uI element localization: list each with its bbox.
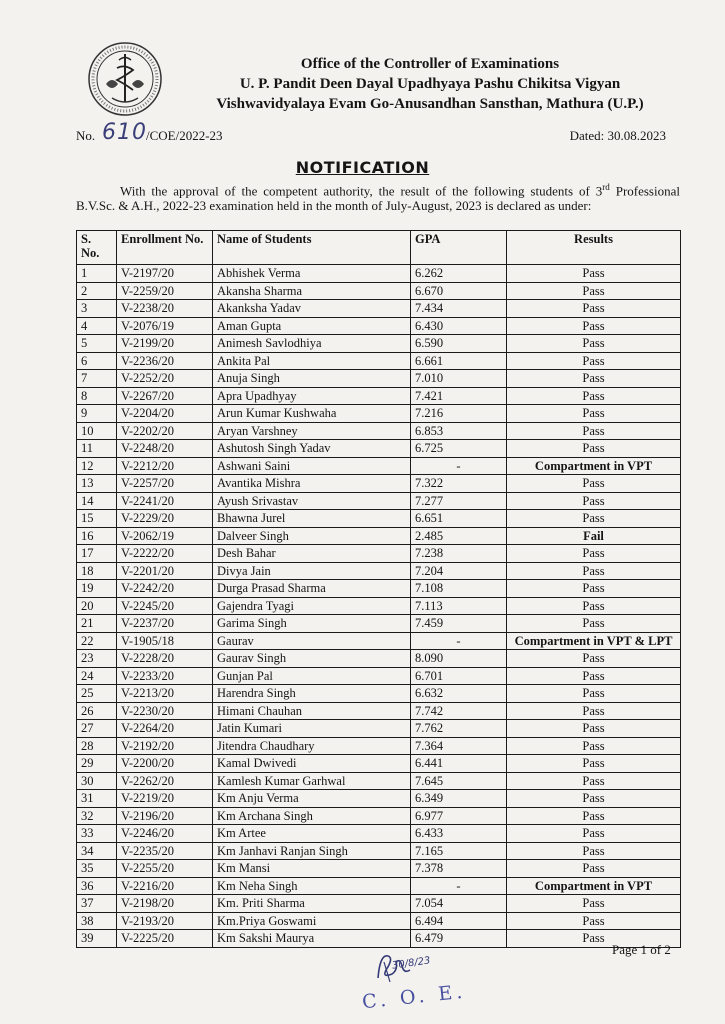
header-gpa: GPA bbox=[411, 231, 507, 265]
cell-gpa: 2.485 bbox=[411, 527, 507, 545]
cell-gpa: 6.494 bbox=[411, 912, 507, 930]
cell-serial-no: 19 bbox=[77, 580, 117, 598]
cell-enrollment-no: V-2202/20 bbox=[117, 422, 213, 440]
cell-student-name: Gaurav Singh bbox=[213, 650, 411, 668]
cell-enrollment-no: V-2248/20 bbox=[117, 440, 213, 458]
cell-result: Pass bbox=[507, 930, 681, 948]
cell-enrollment-no: V-2222/20 bbox=[117, 545, 213, 563]
table-row bbox=[77, 930, 681, 948]
table-row bbox=[77, 422, 681, 440]
table-row bbox=[77, 527, 681, 545]
cell-student-name: Aman Gupta bbox=[213, 317, 411, 335]
coe-stamp: C. O. E. bbox=[361, 980, 468, 1014]
intro-text-part1: With the approval of the competent authority, the result of the following students of 3 bbox=[120, 183, 603, 199]
header-student-name: Name of Students bbox=[213, 231, 411, 265]
cell-serial-no: 13 bbox=[77, 475, 117, 493]
cell-enrollment-no: V-2196/20 bbox=[117, 807, 213, 825]
cell-enrollment-no: V-2199/20 bbox=[117, 335, 213, 353]
cell-student-name: Avantika Mishra bbox=[213, 475, 411, 493]
cell-gpa: 6.701 bbox=[411, 667, 507, 685]
cell-result: Pass bbox=[507, 790, 681, 808]
cell-serial-no: 29 bbox=[77, 755, 117, 773]
cell-student-name: Kamal Dwivedi bbox=[213, 755, 411, 773]
cell-gpa: - bbox=[411, 457, 507, 475]
cell-serial-no: 22 bbox=[77, 632, 117, 650]
table-row bbox=[77, 457, 681, 475]
cell-gpa: - bbox=[411, 632, 507, 650]
cell-result: Pass bbox=[507, 282, 681, 300]
cell-result: Pass bbox=[507, 702, 681, 720]
cell-enrollment-no: V-2076/19 bbox=[117, 317, 213, 335]
cell-result: Pass bbox=[507, 370, 681, 388]
table-body bbox=[77, 265, 681, 948]
table-row bbox=[77, 877, 681, 895]
cell-gpa: 7.165 bbox=[411, 842, 507, 860]
cell-gpa: 7.010 bbox=[411, 370, 507, 388]
cell-result: Compartment in VPT & LPT bbox=[507, 632, 681, 650]
cell-gpa: 6.349 bbox=[411, 790, 507, 808]
cell-enrollment-no: V-2201/20 bbox=[117, 562, 213, 580]
cell-serial-no: 21 bbox=[77, 615, 117, 633]
table-row bbox=[77, 282, 681, 300]
cell-result: Pass bbox=[507, 842, 681, 860]
cell-student-name: Bhawna Jurel bbox=[213, 510, 411, 528]
cell-student-name: Km Artee bbox=[213, 825, 411, 843]
cell-serial-no: 7 bbox=[77, 370, 117, 388]
cell-serial-no: 27 bbox=[77, 720, 117, 738]
cell-student-name: Harendra Singh bbox=[213, 685, 411, 703]
cell-result: Pass bbox=[507, 422, 681, 440]
cell-enrollment-no: V-2246/20 bbox=[117, 825, 213, 843]
cell-serial-no: 8 bbox=[77, 387, 117, 405]
cell-gpa: 6.479 bbox=[411, 930, 507, 948]
cell-gpa: 7.459 bbox=[411, 615, 507, 633]
table-row bbox=[77, 545, 681, 563]
cell-serial-no: 28 bbox=[77, 737, 117, 755]
cell-result: Pass bbox=[507, 300, 681, 318]
cell-student-name: Ankita Pal bbox=[213, 352, 411, 370]
cell-enrollment-no: V-2197/20 bbox=[117, 265, 213, 283]
cell-gpa: 7.113 bbox=[411, 597, 507, 615]
cell-serial-no: 26 bbox=[77, 702, 117, 720]
table-row bbox=[77, 405, 681, 423]
cell-enrollment-no: V-2262/20 bbox=[117, 772, 213, 790]
reference-code: /COE/2022-23 bbox=[146, 128, 223, 143]
cell-serial-no: 16 bbox=[77, 527, 117, 545]
cell-gpa: 7.216 bbox=[411, 405, 507, 423]
cell-student-name: Km Janhavi Ranjan Singh bbox=[213, 842, 411, 860]
cell-enrollment-no: V-1905/18 bbox=[117, 632, 213, 650]
cell-serial-no: 33 bbox=[77, 825, 117, 843]
cell-enrollment-no: V-2252/20 bbox=[117, 370, 213, 388]
cell-result: Pass bbox=[507, 737, 681, 755]
cell-serial-no: 35 bbox=[77, 860, 117, 878]
intro-text-part2: Professional B.V.Sc. & A.H., 2022-23 examination held in the month of July-August, 2023 is declared as under: bbox=[76, 183, 680, 214]
cell-enrollment-no: V-2259/20 bbox=[117, 282, 213, 300]
cell-serial-no: 2 bbox=[77, 282, 117, 300]
cell-gpa: 6.670 bbox=[411, 282, 507, 300]
table-row bbox=[77, 300, 681, 318]
cell-student-name: Garima Singh bbox=[213, 615, 411, 633]
cell-gpa: 6.262 bbox=[411, 265, 507, 283]
table-row bbox=[77, 860, 681, 878]
cell-serial-no: 24 bbox=[77, 667, 117, 685]
cell-gpa: 6.661 bbox=[411, 352, 507, 370]
cell-student-name: Gunjan Pal bbox=[213, 667, 411, 685]
cell-result: Pass bbox=[507, 597, 681, 615]
cell-gpa: 7.322 bbox=[411, 475, 507, 493]
cell-result: Pass bbox=[507, 317, 681, 335]
table-row bbox=[77, 702, 681, 720]
cell-enrollment-no: V-2257/20 bbox=[117, 475, 213, 493]
intro-paragraph bbox=[76, 180, 680, 213]
cell-serial-no: 1 bbox=[77, 265, 117, 283]
table-row bbox=[77, 790, 681, 808]
cell-result: Pass bbox=[507, 825, 681, 843]
cell-student-name: Durga Prasad Sharma bbox=[213, 580, 411, 598]
cell-gpa: 7.378 bbox=[411, 860, 507, 878]
cell-gpa: 7.762 bbox=[411, 720, 507, 738]
cell-result: Pass bbox=[507, 492, 681, 510]
cell-student-name: Ashwani Saini bbox=[213, 457, 411, 475]
cell-serial-no: 30 bbox=[77, 772, 117, 790]
cell-enrollment-no: V-2213/20 bbox=[117, 685, 213, 703]
cell-enrollment-no: V-2228/20 bbox=[117, 650, 213, 668]
table-row bbox=[77, 807, 681, 825]
cell-enrollment-no: V-2245/20 bbox=[117, 597, 213, 615]
table-row bbox=[77, 737, 681, 755]
cell-enrollment-no: V-2229/20 bbox=[117, 510, 213, 528]
cell-enrollment-no: V-2216/20 bbox=[117, 877, 213, 895]
cell-student-name: Apra Upadhyay bbox=[213, 387, 411, 405]
table-row bbox=[77, 510, 681, 528]
cell-result: Pass bbox=[507, 265, 681, 283]
cell-student-name: Dalveer Singh bbox=[213, 527, 411, 545]
cell-enrollment-no: V-2204/20 bbox=[117, 405, 213, 423]
cell-serial-no: 38 bbox=[77, 912, 117, 930]
header-university-line-1: U. P. Pandit Deen Dayal Upadhyaya Pashu Chikitsa Vigyan bbox=[239, 76, 621, 92]
intro-superscript: rd bbox=[602, 182, 610, 192]
cell-serial-no: 39 bbox=[77, 930, 117, 948]
cell-student-name: Himani Chauhan bbox=[213, 702, 411, 720]
cell-result: Pass bbox=[507, 860, 681, 878]
table-row bbox=[77, 597, 681, 615]
cell-enrollment-no: V-2225/20 bbox=[117, 930, 213, 948]
cell-gpa: 7.277 bbox=[411, 492, 507, 510]
cell-student-name: Gaurav bbox=[213, 632, 411, 650]
cell-enrollment-no: V-2238/20 bbox=[117, 300, 213, 318]
cell-student-name: Divya Jain bbox=[213, 562, 411, 580]
reference-number-handwritten: 610 bbox=[102, 120, 147, 145]
cell-result: Pass bbox=[507, 405, 681, 423]
cell-student-name: Km Archana Singh bbox=[213, 807, 411, 825]
cell-gpa: 6.433 bbox=[411, 825, 507, 843]
cell-enrollment-no: V-2198/20 bbox=[117, 895, 213, 913]
results-table bbox=[76, 230, 681, 948]
table-row bbox=[77, 842, 681, 860]
cell-enrollment-no: V-2212/20 bbox=[117, 457, 213, 475]
cell-enrollment-no: V-2193/20 bbox=[117, 912, 213, 930]
table-row bbox=[77, 650, 681, 668]
cell-gpa: 6.853 bbox=[411, 422, 507, 440]
table-row bbox=[77, 562, 681, 580]
notification-title-wrap bbox=[0, 158, 725, 178]
table-row bbox=[77, 580, 681, 598]
cell-student-name: Abhishek Verma bbox=[213, 265, 411, 283]
cell-result: Pass bbox=[507, 720, 681, 738]
cell-serial-no: 17 bbox=[77, 545, 117, 563]
reference-line bbox=[76, 120, 666, 146]
cell-result: Pass bbox=[507, 807, 681, 825]
cell-gpa: 6.430 bbox=[411, 317, 507, 335]
cell-serial-no: 32 bbox=[77, 807, 117, 825]
table-row bbox=[77, 492, 681, 510]
table-row bbox=[77, 772, 681, 790]
cell-student-name: Desh Bahar bbox=[213, 545, 411, 563]
cell-serial-no: 14 bbox=[77, 492, 117, 510]
cell-result: Pass bbox=[507, 580, 681, 598]
cell-student-name: Arun Kumar Kushwaha bbox=[213, 405, 411, 423]
cell-enrollment-no: V-2255/20 bbox=[117, 860, 213, 878]
cell-gpa: 6.977 bbox=[411, 807, 507, 825]
cell-enrollment-no: V-2062/19 bbox=[117, 527, 213, 545]
cell-student-name: Kamlesh Kumar Garhwal bbox=[213, 772, 411, 790]
cell-serial-no: 12 bbox=[77, 457, 117, 475]
cell-serial-no: 15 bbox=[77, 510, 117, 528]
cell-result: Pass bbox=[507, 755, 681, 773]
table-row bbox=[77, 440, 681, 458]
cell-student-name: Akanksha Yadav bbox=[213, 300, 411, 318]
cell-enrollment-no: V-2200/20 bbox=[117, 755, 213, 773]
cell-result: Pass bbox=[507, 895, 681, 913]
page-number: Page 1 of 2 bbox=[612, 942, 671, 957]
table-header-row bbox=[77, 231, 681, 265]
cell-result: Pass bbox=[507, 615, 681, 633]
header-enrollment-no: Enrollment No. bbox=[117, 231, 213, 265]
cell-gpa: 6.590 bbox=[411, 335, 507, 353]
cell-gpa: 7.742 bbox=[411, 702, 507, 720]
table-row bbox=[77, 825, 681, 843]
cell-student-name: Km Sakshi Maurya bbox=[213, 930, 411, 948]
cell-result: Pass bbox=[507, 387, 681, 405]
cell-result: Pass bbox=[507, 772, 681, 790]
cell-student-name: Jatin Kumari bbox=[213, 720, 411, 738]
cell-gpa: 7.238 bbox=[411, 545, 507, 563]
cell-student-name: Km Mansi bbox=[213, 860, 411, 878]
table-row bbox=[77, 335, 681, 353]
table-row bbox=[77, 615, 681, 633]
cell-enrollment-no: V-2237/20 bbox=[117, 615, 213, 633]
cell-result: Pass bbox=[507, 650, 681, 668]
cell-enrollment-no: V-2235/20 bbox=[117, 842, 213, 860]
cell-enrollment-no: V-2267/20 bbox=[117, 387, 213, 405]
table-row bbox=[77, 265, 681, 283]
cell-enrollment-no: V-2233/20 bbox=[117, 667, 213, 685]
cell-serial-no: 31 bbox=[77, 790, 117, 808]
cell-result: Pass bbox=[507, 545, 681, 563]
letterhead bbox=[150, 54, 710, 114]
cell-serial-no: 6 bbox=[77, 352, 117, 370]
cell-gpa: 6.651 bbox=[411, 510, 507, 528]
header-university-line-2: Vishwavidyalaya Evam Go-Anusandhan Sansthan, Mathura (U.P.) bbox=[216, 96, 644, 112]
cell-gpa: 8.090 bbox=[411, 650, 507, 668]
cell-result: Pass bbox=[507, 685, 681, 703]
cell-student-name: Km Anju Verma bbox=[213, 790, 411, 808]
table-row bbox=[77, 370, 681, 388]
cell-result: Pass bbox=[507, 335, 681, 353]
header-results: Results bbox=[507, 231, 681, 265]
cell-serial-no: 37 bbox=[77, 895, 117, 913]
cell-serial-no: 3 bbox=[77, 300, 117, 318]
table-row bbox=[77, 632, 681, 650]
cell-result: Fail bbox=[507, 527, 681, 545]
cell-gpa: 7.108 bbox=[411, 580, 507, 598]
table-row bbox=[77, 475, 681, 493]
signature-date: 30/8/23 bbox=[391, 955, 432, 972]
cell-student-name: Ayush Srivastav bbox=[213, 492, 411, 510]
cell-result: Compartment in VPT bbox=[507, 457, 681, 475]
cell-serial-no: 5 bbox=[77, 335, 117, 353]
cell-student-name: Aryan Varshney bbox=[213, 422, 411, 440]
reference-date: Dated: 30.08.2023 bbox=[569, 128, 666, 143]
notification-title: NOTIFICATION bbox=[295, 158, 430, 177]
cell-result: Pass bbox=[507, 912, 681, 930]
cell-enrollment-no: V-2219/20 bbox=[117, 790, 213, 808]
table-row bbox=[77, 317, 681, 335]
cell-result: Pass bbox=[507, 510, 681, 528]
cell-enrollment-no: V-2241/20 bbox=[117, 492, 213, 510]
cell-student-name: Ashutosh Singh Yadav bbox=[213, 440, 411, 458]
cell-serial-no: 34 bbox=[77, 842, 117, 860]
cell-enrollment-no: V-2236/20 bbox=[117, 352, 213, 370]
cell-serial-no: 36 bbox=[77, 877, 117, 895]
cell-gpa: - bbox=[411, 877, 507, 895]
cell-serial-no: 4 bbox=[77, 317, 117, 335]
table-row bbox=[77, 352, 681, 370]
cell-student-name: Km. Priti Sharma bbox=[213, 895, 411, 913]
cell-serial-no: 18 bbox=[77, 562, 117, 580]
cell-serial-no: 20 bbox=[77, 597, 117, 615]
header-office-name: Office of the Controller of Examinations bbox=[300, 56, 560, 72]
cell-result: Compartment in VPT bbox=[507, 877, 681, 895]
cell-result: Pass bbox=[507, 667, 681, 685]
cell-student-name: Km.Priya Goswami bbox=[213, 912, 411, 930]
cell-gpa: 6.632 bbox=[411, 685, 507, 703]
cell-student-name: Km Neha Singh bbox=[213, 877, 411, 895]
cell-serial-no: 25 bbox=[77, 685, 117, 703]
cell-gpa: 6.725 bbox=[411, 440, 507, 458]
cell-student-name: Akansha Sharma bbox=[213, 282, 411, 300]
cell-result: Pass bbox=[507, 352, 681, 370]
cell-gpa: 7.054 bbox=[411, 895, 507, 913]
cell-serial-no: 23 bbox=[77, 650, 117, 668]
table-row bbox=[77, 387, 681, 405]
cell-student-name: Gajendra Tyagi bbox=[213, 597, 411, 615]
cell-enrollment-no: V-2264/20 bbox=[117, 720, 213, 738]
cell-serial-no: 10 bbox=[77, 422, 117, 440]
table-row bbox=[77, 720, 681, 738]
cell-gpa: 7.204 bbox=[411, 562, 507, 580]
cell-gpa: 7.434 bbox=[411, 300, 507, 318]
cell-student-name: Animesh Savlodhiya bbox=[213, 335, 411, 353]
table-row bbox=[77, 685, 681, 703]
cell-enrollment-no: V-2242/20 bbox=[117, 580, 213, 598]
cell-gpa: 6.441 bbox=[411, 755, 507, 773]
table-row bbox=[77, 667, 681, 685]
cell-student-name: Anuja Singh bbox=[213, 370, 411, 388]
cell-gpa: 7.421 bbox=[411, 387, 507, 405]
cell-gpa: 7.364 bbox=[411, 737, 507, 755]
cell-gpa: 7.645 bbox=[411, 772, 507, 790]
cell-serial-no: 9 bbox=[77, 405, 117, 423]
table-row bbox=[77, 895, 681, 913]
reference-no-label: No. bbox=[76, 128, 96, 143]
table-row bbox=[77, 755, 681, 773]
cell-result: Pass bbox=[507, 440, 681, 458]
cell-enrollment-no: V-2192/20 bbox=[117, 737, 213, 755]
header-serial-no: S. No. bbox=[77, 231, 117, 265]
cell-student-name: Jitendra Chaudhary bbox=[213, 737, 411, 755]
cell-result: Pass bbox=[507, 562, 681, 580]
cell-serial-no: 11 bbox=[77, 440, 117, 458]
cell-enrollment-no: V-2230/20 bbox=[117, 702, 213, 720]
cell-result: Pass bbox=[507, 475, 681, 493]
table-row bbox=[77, 912, 681, 930]
